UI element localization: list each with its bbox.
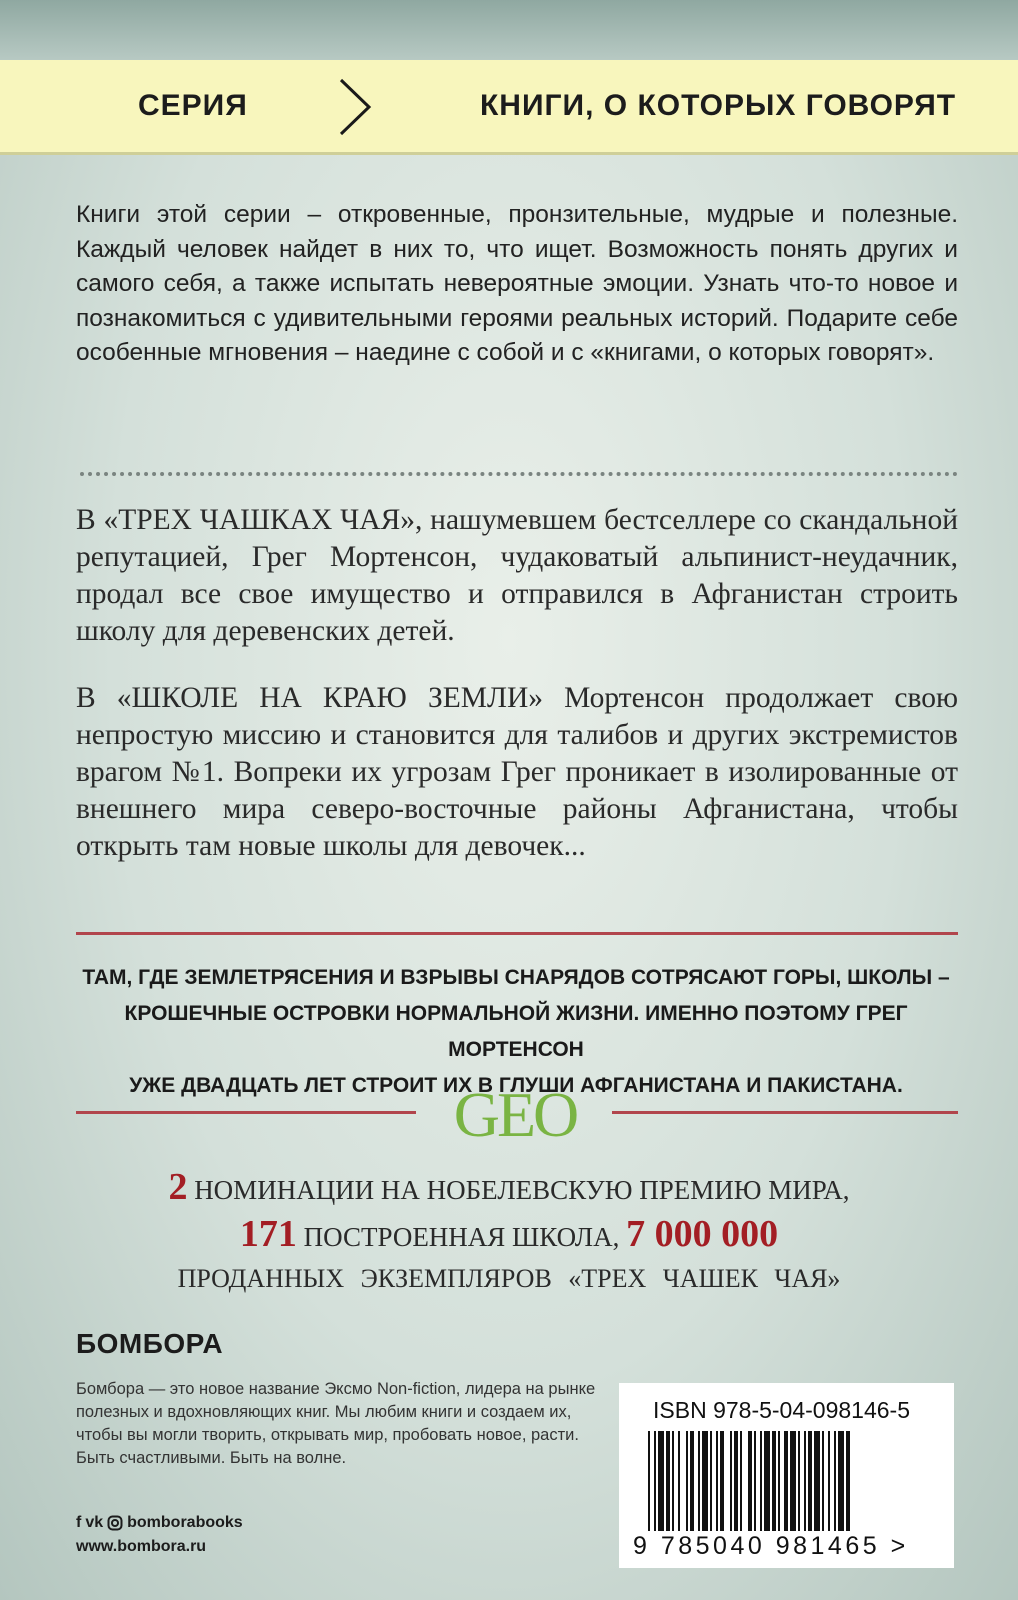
barcode-bar	[666, 1431, 670, 1531]
publisher-name: БОМБОРА	[76, 1328, 224, 1359]
quote-line: УЖЕ ДВАДЦАТЬ ЛЕТ СТРОИТ ИХ В ГЛУШИ АФГАНИСТАНА И ПАКИСТАНА.	[129, 1074, 903, 1097]
barcode-bar	[838, 1431, 844, 1531]
barcode-bar	[822, 1431, 824, 1531]
barcode-bar	[834, 1431, 836, 1531]
barcode-bar	[790, 1431, 796, 1531]
barcode-bar	[730, 1431, 732, 1531]
barcode-bar	[654, 1431, 656, 1531]
stat-text: ПОСТРОЕННАЯ ШКОЛА,	[303, 1222, 620, 1252]
barcode-bar	[804, 1431, 806, 1531]
barcode-bar	[690, 1431, 694, 1531]
book-one-summary: В «ТРЕХ ЧАШКАХ ЧАЯ», нашумевшем бестселлере со скандальной репутацией, Грег Мортенсон, чудаковатый альпинист-неудачник, продал все свое имущество и отправился в Афганистан строить школу для деревенских детей.	[76, 504, 958, 647]
barcode-bar	[716, 1431, 718, 1531]
stat-copies: ПРОДАННЫХ ЭКЗЕМПЛЯРОВ «ТРЕХ ЧАШЕК ЧАЯ»	[177, 1264, 841, 1293]
barcode-bar	[828, 1431, 830, 1531]
barcode-bar	[702, 1431, 708, 1531]
book-two-summary: В «ШКОЛЕ НА КРАЮ ЗЕМЛИ» Мортенсон продолжает свою непростую миссию и становится для талибов и других экстремистов врагом №1. Вопреки их угрозам Грег проникает в изолированные от внешнего мира северо-восточные районы Афганистана, чтобы открыть там новые школы для девочек...	[76, 682, 958, 862]
social-handle[interactable]: bomborabooks	[127, 1514, 243, 1531]
barcode-bar	[760, 1431, 762, 1531]
red-divider-right	[612, 1111, 958, 1114]
dotted-divider	[80, 472, 958, 476]
barcode-bar	[740, 1431, 742, 1531]
barcode-bar	[778, 1431, 780, 1531]
vk-icon[interactable]: vk	[85, 1514, 104, 1531]
series-banner	[0, 60, 1018, 155]
barcode-bar	[784, 1431, 788, 1531]
barcode-bar	[734, 1431, 738, 1531]
series-title: КНИГИ, О КОТОРЫХ ГОВОРЯТ	[480, 89, 957, 122]
barcode-bar	[648, 1431, 650, 1531]
barcode-bar	[772, 1431, 776, 1531]
instagram-icon[interactable]	[107, 1515, 123, 1531]
barcode-bar	[846, 1431, 850, 1531]
barcode-bar	[678, 1431, 680, 1531]
quote-line: ТАМ, ГДЕ ЗЕМЛЕТРЯСЕНИЯ И ВЗРЫВЫ СНАРЯДОВ СОТРЯСАЮТ ГОРЫ, ШКОЛЫ –	[82, 966, 950, 989]
barcode-bar	[748, 1431, 752, 1531]
barcode-bar	[658, 1431, 664, 1531]
website-link[interactable]: www.bombora.ru	[76, 1538, 207, 1555]
stat-number: 2	[168, 1166, 188, 1208]
stat-number: 171	[239, 1213, 297, 1255]
isbn-label: ISBN 978-5-04-098146-5	[653, 1397, 910, 1423]
barcode-bar	[710, 1431, 712, 1531]
barcode-bar	[814, 1431, 820, 1531]
red-divider	[76, 932, 958, 935]
barcode-image	[648, 1431, 928, 1531]
social-links	[76, 1514, 243, 1532]
top-strip	[0, 0, 1018, 60]
barcode-bar	[686, 1431, 688, 1531]
barcode-bar	[720, 1431, 724, 1531]
barcode-bar	[698, 1431, 700, 1531]
barcode-bar	[764, 1431, 770, 1531]
isbn-barcode-box	[619, 1383, 954, 1568]
quote-line: КРОШЕЧНЫЕ ОСТРОВКИ НОРМАЛЬНОЙ ЖИЗНИ. ИМЕННО ПОЭТОМУ ГРЕГ МОРТЕНСОН	[124, 1002, 908, 1061]
geo-logo: GEO	[453, 1079, 577, 1150]
publisher-description: Бомбора — это новое название Эксмо Non-fiction, лидера на рынке полезных и вдохновляющих книг. Мы любим книги и создаем их, чтобы вы могли творить, открывать мир, пробовать новое, расти. Быть счастливыми. Быть на волне.	[76, 1380, 596, 1467]
stat-number: 7 000 000	[626, 1213, 779, 1255]
barcode-bar	[798, 1431, 800, 1531]
series-label: СЕРИЯ	[138, 89, 248, 122]
red-divider-left	[76, 1111, 416, 1114]
barcode-bar	[754, 1431, 756, 1531]
stat-schools	[0, 1212, 1018, 1256]
facebook-icon[interactable]: f	[76, 1514, 82, 1531]
barcode-bar	[672, 1431, 674, 1531]
stat-nominations	[0, 1165, 1018, 1209]
chevron-right-icon	[335, 76, 375, 138]
stat-text: НОМИНАЦИИ НА НОБЕЛЕВСКУЮ ПРЕМИЮ МИРА,	[194, 1175, 850, 1205]
barcode-bar	[808, 1431, 812, 1531]
barcode-digits: 9 785040 981465 >	[633, 1532, 909, 1560]
series-description: Книги этой серии – откровенные, пронзительные, мудрые и полезные. Каждый человек найдет в них то, что ищет. Возможность понять других и самого себя, а также испытать невероятные эмоции. Узнать что-то новое и познакомиться с удивительными героями реальных историй. Подарите себе особенные мгновения – наедине с собой и с «книгами, о которых говорят».	[76, 201, 958, 366]
